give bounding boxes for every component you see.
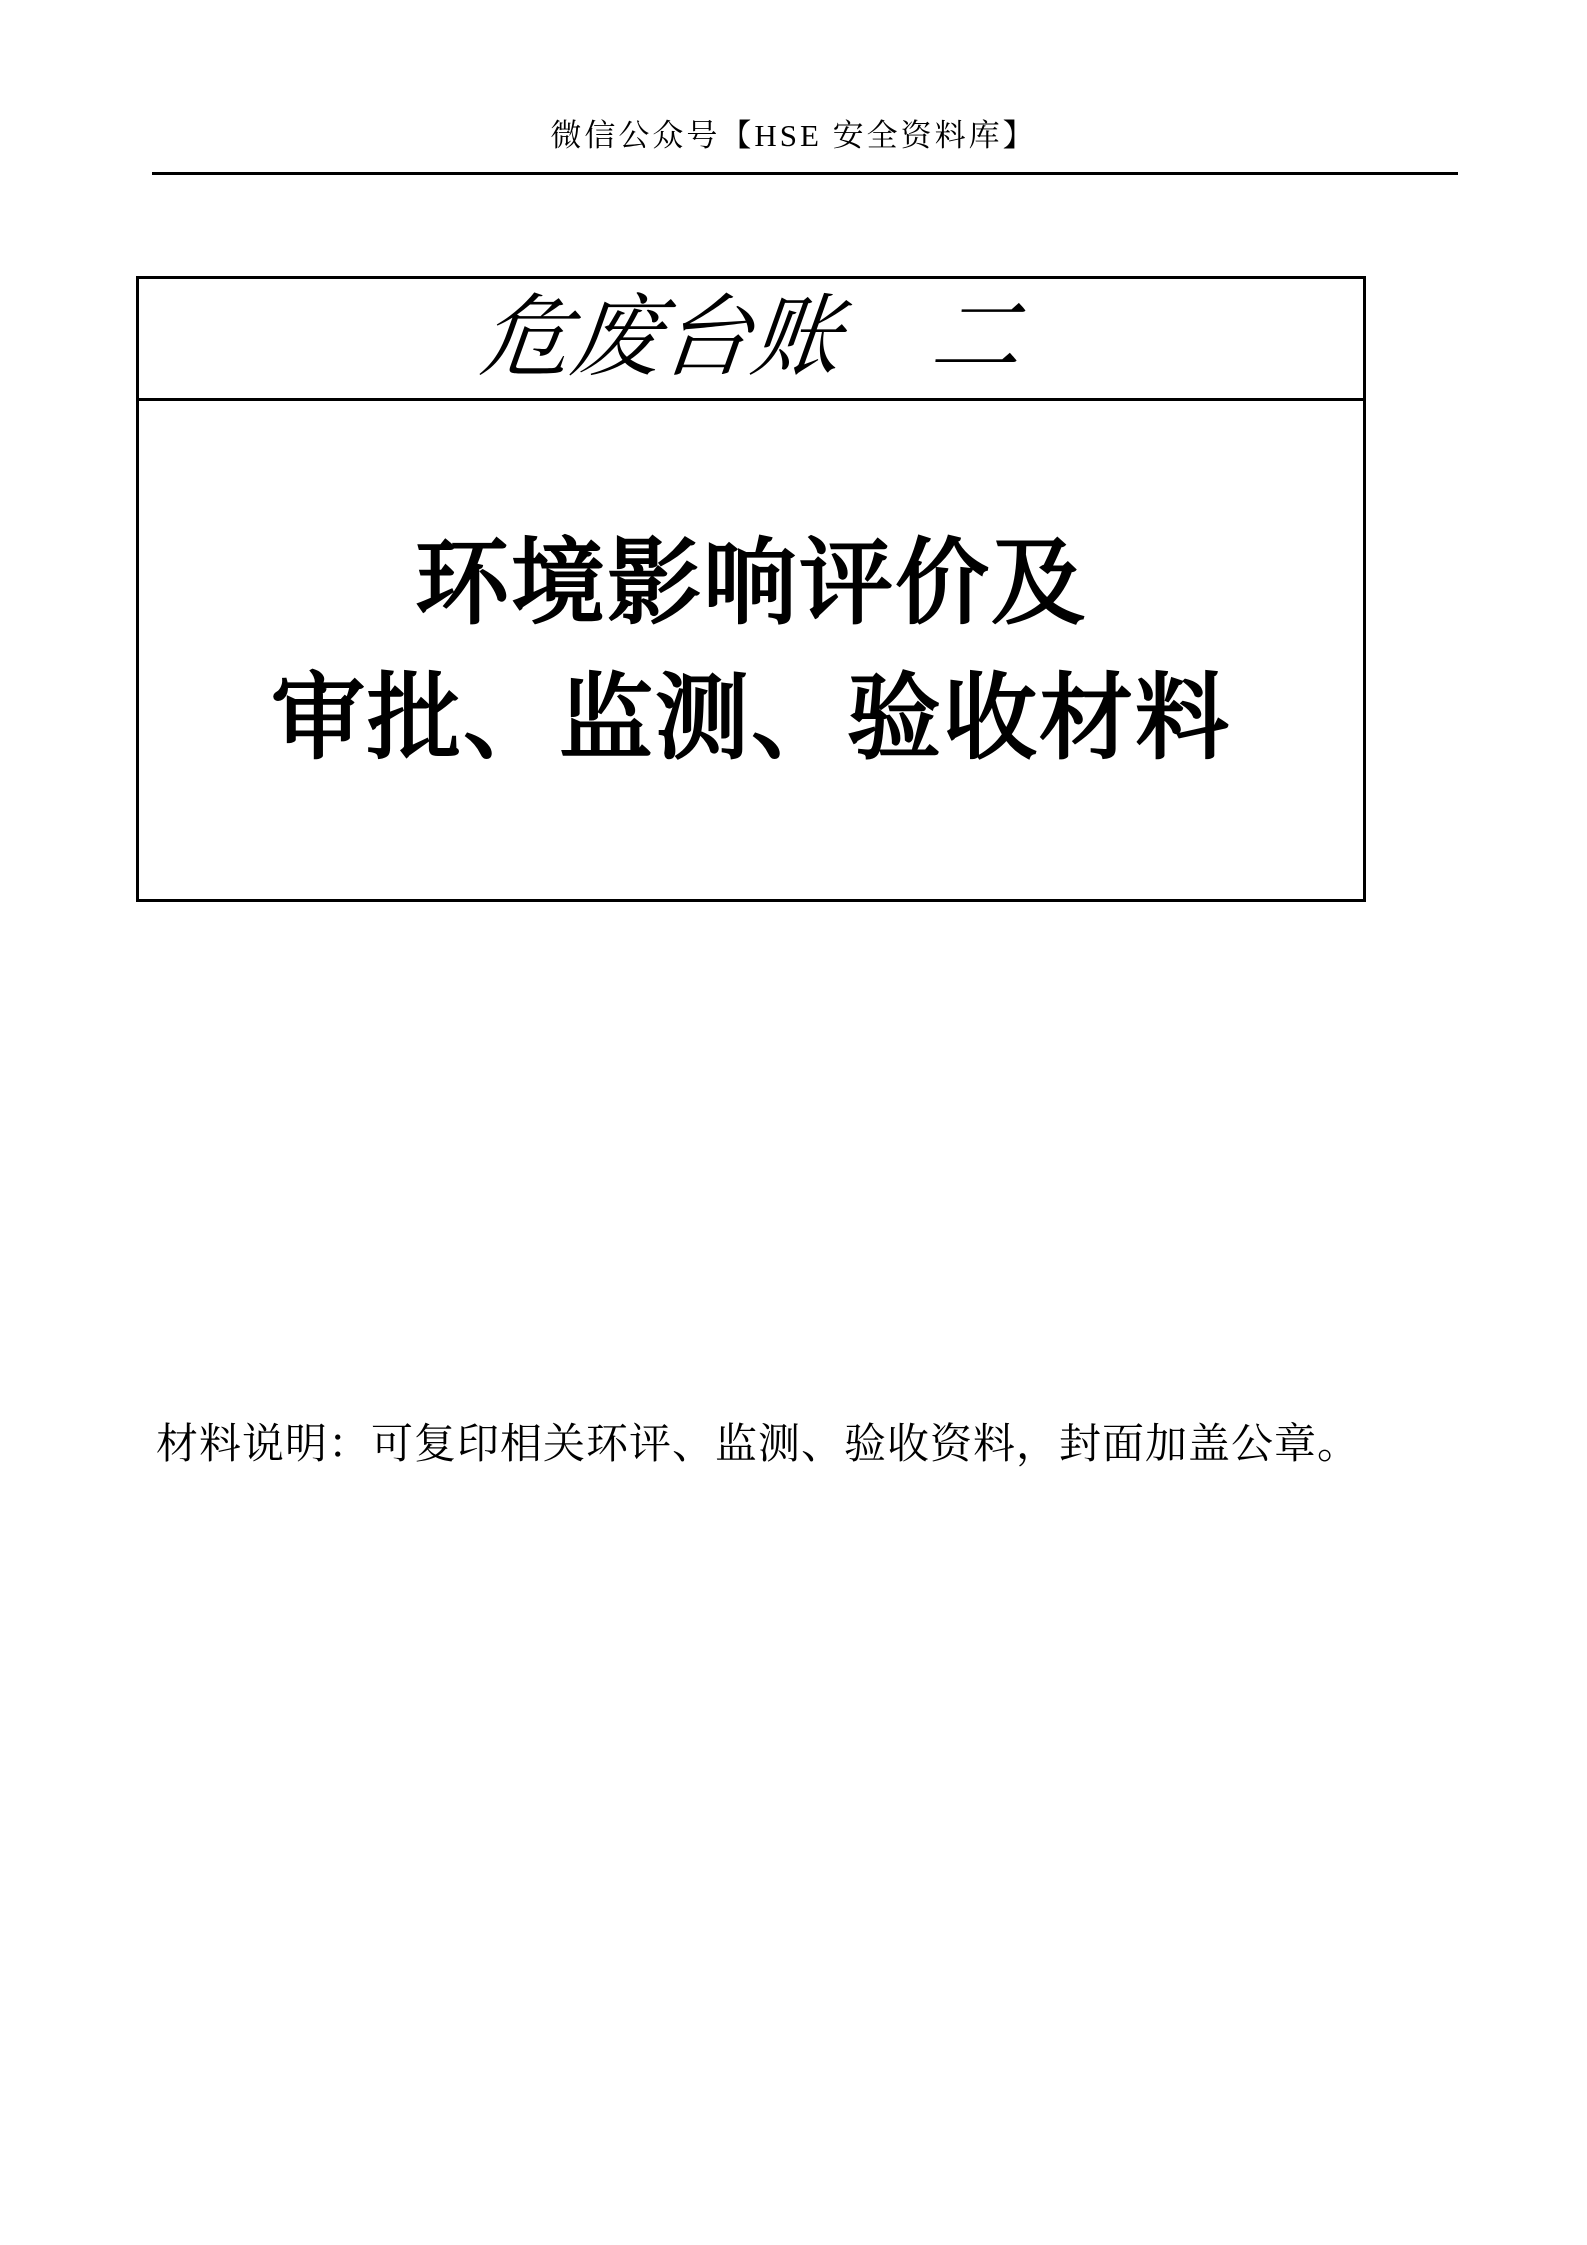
cover-subtitle-box — [136, 401, 1366, 902]
cover-title: 危废台账 二 — [475, 288, 1027, 388]
header-divider-rule — [152, 172, 1458, 175]
cover-subtitle-line2: 审批、监测、验收材料 — [270, 665, 1231, 770]
page-header-text: 微信公众号【HSE 安全资料库】 — [550, 118, 1037, 153]
material-note-text: 材料说明：可复印相关环评、监测、验收资料，封面加盖公章。 — [156, 1422, 1361, 1468]
cover-title-box — [136, 276, 1366, 401]
cover-subtitle-line1: 环境影响评价及 — [414, 530, 1087, 635]
